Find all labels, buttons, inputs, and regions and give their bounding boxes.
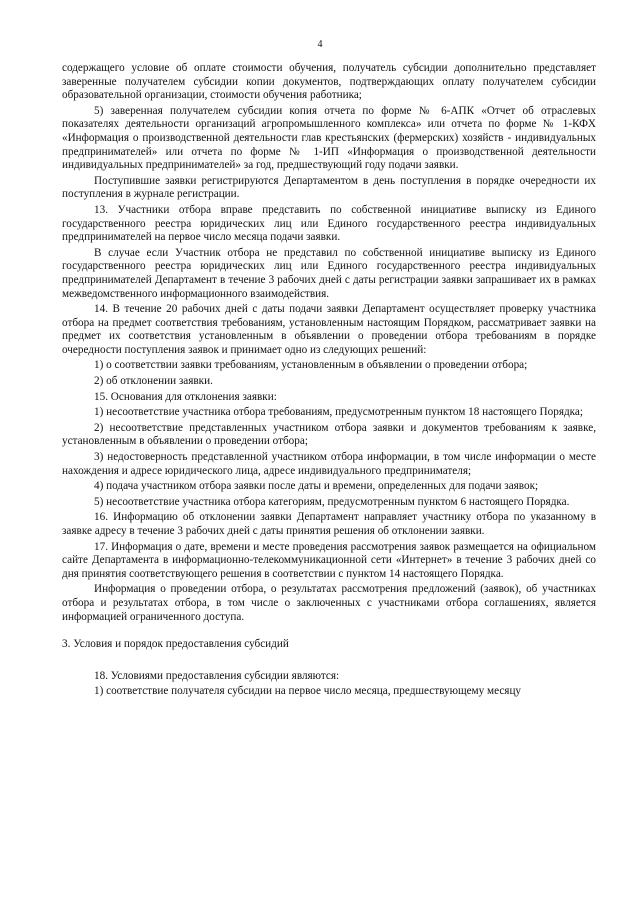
- paragraph: содержащего условие об оплате стоимости обучения, получатель субсидии дополнительно представляет заверенные получателем субсидии копии документов, подтверждающих оплату получателем субсидии образовательной организации, стоимости обучения работника;: [62, 62, 596, 102]
- paragraph: Поступившие заявки регистрируются Департаментом в день поступления в порядке очередности их поступления в журнале регистрации.: [62, 174, 596, 201]
- document-body: [62, 62, 596, 701]
- paragraph: 1) несоответствие участника отбора требованиям, предусмотренным пунктом 18 настоящего Порядка;: [94, 406, 583, 419]
- paragraph: 5) заверенная получателем субсидии копия отчета по форме № 6-АПК «Отчет об отраслевых показателях деятельности организаций агропромышленного комплекса» или отчета по форме № 1-КФХ «Информация о производственной деятельности глав крестьянских (фермерских) хозяйств - индивидуальных предпринимателей» или отчета по форме № 1-ИП «Информация о производственной деятельности индивидуальных предпринимателей» за год, предшествующий году подачи заявки.: [62, 104, 596, 172]
- paragraph: 2) несоответствие представленных участником отбора заявки и документов требованиям к заявке, установленным в объявлении о проведении отбора;: [62, 421, 596, 448]
- paragraph: 14. В течение 20 рабочих дней с даты подачи заявки Департамент осуществляет проверку участника отбора на предмет соответствия требованиям, установленным настоящим Порядком, рассматривает заявки на предмет их соответствия установленным в объявлении о проведении отбора требованиям в порядке очередности поступления заявок и принимает одно из следующих решений:: [62, 303, 596, 356]
- paragraph: 2) об отклонении заявки.: [94, 375, 213, 388]
- paragraph: Информация о проведении отбора, о результатах рассмотрения предложений (заявок), об участниках отбора и результатах отбора, в том числе о заключенных с участниками отбора соглашениях, является информацией ограниченного доступа.: [62, 583, 596, 623]
- paragraph: 15. Основания для отклонения заявки:: [94, 390, 277, 403]
- paragraph: 13. Участники отбора вправе представить по собственной инициативе выписку из Единого государственного реестра юридических лиц или Единого государственного реестра индивидуальных предпринимателей на первое число месяца подачи заявки.: [62, 203, 596, 244]
- paragraph: 5) несоответствие участника отбора категориям, предусмотренным пунктом 6 настоящего Порядка.: [94, 495, 570, 508]
- paragraph: 18. Условиями предоставления субсидии являются:: [94, 669, 340, 682]
- paragraph: 1) о соответствии заявки требованиям, установленным в объявлении о проведении отбора;: [94, 359, 528, 372]
- section-heading: 3. Условия и порядок предоставления субсидий: [62, 638, 289, 651]
- paragraph: 3) недостоверность представленной участником отбора информации, в том числе информации о месте нахождения и адресе юридического лица, адресе индивидуального предпринимателя;: [62, 451, 596, 477]
- paragraph: 16. Информацию об отклонении заявки Департамент направляет участнику отбора по указанному в заявке адресу в течение 3 рабочих дней с даты принятия решения об отклонении заявки.: [62, 511, 596, 537]
- paragraph: 17. Информация о дате, времени и месте проведения рассмотрения заявок размещается на официальном сайте Департамента в информационно-телекоммуникационной сети «Интернет» в течение 3 рабочих дней со дня принятия соответствующего решения в соответствии с пунктом 14 настоящего Порядка.: [62, 540, 596, 580]
- paragraph: 4) подача участником отбора заявки после даты и времени, определенных для подачи заявок;: [94, 480, 539, 493]
- page-number: 4: [317, 39, 323, 50]
- paragraph: В случае если Участник отбора не представил по собственной инициативе выписку из Единого государственного реестра юридических лиц или Единого государственного реестра индивидуальных предпринимателей Департамент в течение 3 рабочих дней с даты регистрации заявки запрашивает их в рамках межведомственного информационного взаимодействия.: [62, 246, 596, 300]
- paragraph: 1) соответствие получателя субсидии на первое число месяца, предшествующему месяцу: [94, 685, 522, 698]
